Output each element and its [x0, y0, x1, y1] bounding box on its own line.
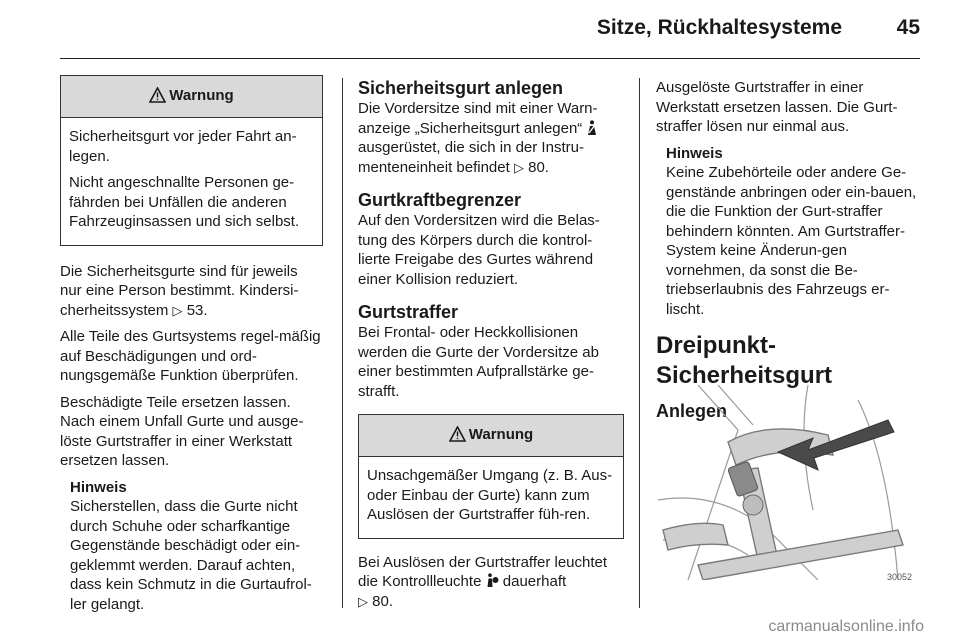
column-3 [656, 78, 922, 422]
warning-title: Warnung [468, 426, 534, 443]
header-rule [60, 58, 920, 59]
page-reference: 80. [528, 158, 549, 176]
paragraph-text: Bei Auslösen der Gurtstraffer leuchtet die Kontrollleuchte [358, 553, 608, 590]
warning-text: Nicht angeschnallte Personen ge-fährden bei Unfällen die anderen Fahrzeuginsassen und sich selbst. [69, 174, 300, 230]
page-number: 45 [896, 16, 920, 39]
paragraph: Ausgelöste Gurtstraffer in einer Werkstatt ersetzen lassen. Die Gurt-straffer lösen nur einmal aus. [656, 79, 898, 135]
warning-header [61, 76, 322, 118]
column-1 [60, 75, 323, 614]
note-label: Hinweis [70, 478, 127, 496]
note-text: Keine Zubehörteile oder andere Ge-genstände anbringen oder ein-bauen, die die Funktion der Gurt-straffer behindern könnten. Am Gurtstraffer-System keine Änderun-gen vornehmen, da sonst die Be-triebserlaubnis des Fahrzeugs er-lischt. [666, 164, 917, 318]
column-divider-2 [639, 78, 640, 608]
paragraph [60, 262, 323, 321]
warning-body [359, 457, 623, 538]
column-2 [358, 78, 624, 618]
section-heading: Sicherheitsgurt anlegen [358, 78, 564, 98]
note [656, 144, 922, 320]
paragraph [358, 99, 624, 177]
paragraph: Alle Teile des Gurtsystems regel-mäßig auf Beschädigungen und ord-nungsgemäße Funktion überprüfen. [60, 328, 321, 384]
warning-body [61, 118, 322, 245]
watermark: carmanualsonline.info [768, 618, 924, 635]
warning-title: Warnung [169, 87, 234, 104]
paragraph-text: Die Vordersitze sind mit einer Warn-anzeige „Sicherheitsgurt anlegen“ [358, 100, 598, 137]
section-title: Dreipunkt-Sicherheitsgurt [656, 332, 833, 389]
note-label: Hinweis [666, 144, 723, 162]
warning-text: Unsachgemäßer Umgang (z. B. Aus- oder Einbau der Gurte) kann zum Auslösen der Gurtstraffer füh-ren. [367, 467, 613, 523]
seatbelt-drawing [658, 380, 920, 580]
reference-arrow-icon: ▷ [172, 302, 183, 318]
warning-box [60, 75, 323, 246]
warning-text: Sicherheitsgurt vor jeder Fahrt an-legen. [69, 128, 297, 165]
paragraph: Beschädigte Teile ersetzen lassen. Nach einem Unfall Gurte und ausge-löste Gurtstraffer in einer Werkstatt ersetzen lassen. [60, 393, 304, 469]
page-reference: 80. [372, 592, 394, 610]
note [60, 478, 323, 615]
page-reference: 53. [186, 301, 208, 319]
paragraph-text: Die Sicherheitsgurte sind für jeweils nur eine Person bestimmt. Kindersi-cherheitssystem [60, 262, 299, 319]
figure-number: 30052 [886, 572, 912, 582]
paragraph: Auf den Vordersitzen wird die Belas-tung des Körpers durch die kontrol-lierte Freigabe des Gurtes während einer Kollision reduziert. [358, 212, 600, 288]
warning-header [359, 415, 623, 457]
airbag-pretensioner-icon [486, 573, 499, 590]
section-heading: Gurtstraffer [358, 302, 459, 322]
header-title: Sitze, Rückhaltesysteme [596, 16, 842, 39]
warning-triangle-icon [449, 426, 466, 448]
warning-triangle-icon [149, 87, 166, 109]
seatbelt-illustration [658, 380, 920, 580]
warning-box [358, 414, 624, 539]
paragraph-text: dauerhaft [502, 573, 567, 590]
column-divider-1 [342, 78, 343, 608]
paragraph-text: ausgerüstet, die sich in der Instru-menteneinheit befindet [358, 139, 584, 176]
reference-arrow-icon: ▷ [513, 159, 524, 175]
subsection-heading: Anlegen [656, 401, 728, 421]
paragraph [358, 553, 624, 612]
paragraph: Bei Frontal- oder Heckkollisionen werden die Gurte der Vordersitze ab einer bestimmten Aufprallstärke ge-strafft. [358, 324, 599, 400]
note-text: Sicherstellen, dass die Gurte nicht durch Schuhe oder scharfkantige Gegenstände beschädigt oder ein-geklemmt werden. Darauf achten, dass kein Schmutz in die Gurtaufrol-ler gelangt. [70, 498, 312, 613]
seatbelt-reminder-icon [586, 120, 598, 137]
reference-arrow-icon: ▷ [358, 593, 368, 609]
section-heading: Gurtkraftbegrenzer [358, 190, 522, 210]
